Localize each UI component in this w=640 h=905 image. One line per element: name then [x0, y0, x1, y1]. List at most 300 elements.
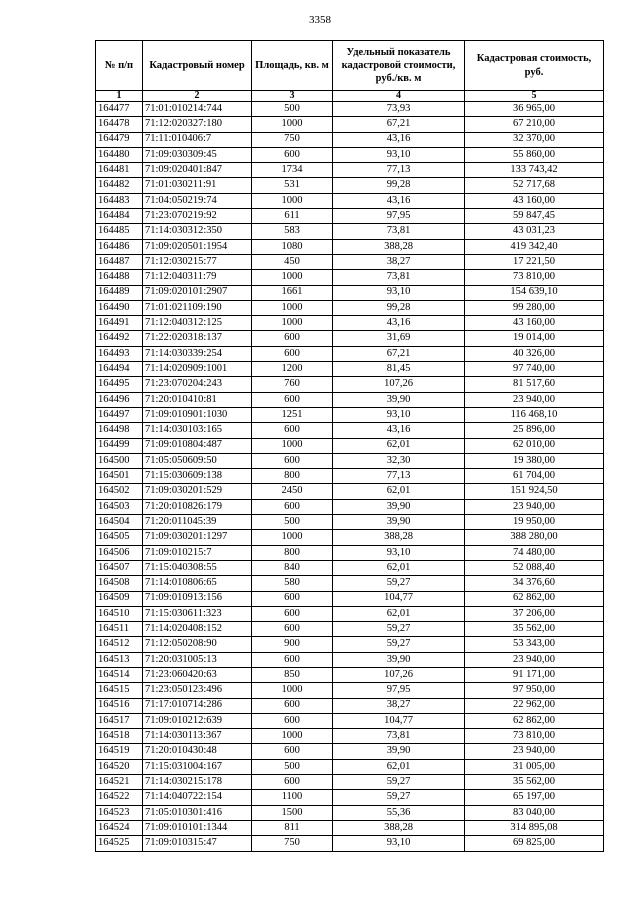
area-cell: 611 [252, 209, 333, 224]
cadastral-cost-cell: 19 950,00 [465, 515, 604, 530]
area-cell: 600 [252, 346, 333, 361]
cadastral-number-cell: 71:20:010430:48 [143, 744, 252, 759]
page-number: 3358 [309, 14, 331, 26]
specific-value-cell: 77,13 [333, 163, 465, 178]
row-number-cell: 164521 [96, 775, 143, 790]
specific-value-cell: 43,16 [333, 423, 465, 438]
specific-value-cell: 39,90 [333, 499, 465, 514]
specific-value-cell: 31,69 [333, 331, 465, 346]
specific-value-cell: 93,10 [333, 147, 465, 162]
table-row [96, 606, 604, 621]
area-cell: 531 [252, 178, 333, 193]
row-number-cell: 164520 [96, 759, 143, 774]
row-number-cell: 164483 [96, 193, 143, 208]
area-cell: 850 [252, 667, 333, 682]
cadastral-number-cell: 71:09:010215:7 [143, 545, 252, 560]
cadastral-number-cell: 71:09:010101:1344 [143, 820, 252, 835]
cadastral-number-cell: 71:20:031005:13 [143, 652, 252, 667]
row-number-cell: 164484 [96, 209, 143, 224]
table-row [96, 392, 604, 407]
cadastral-cost-cell: 419 342,40 [465, 239, 604, 254]
row-number-cell: 164507 [96, 560, 143, 575]
area-cell: 600 [252, 622, 333, 637]
cadastral-cost-cell: 43 031,23 [465, 224, 604, 239]
cadastral-cost-cell: 40 326,00 [465, 346, 604, 361]
cadastral-number-cell: 71:20:010410:81 [143, 392, 252, 407]
row-number-cell: 164509 [96, 591, 143, 606]
cadastral-cost-cell: 314 895,08 [465, 820, 604, 835]
cadastral-cost-cell: 31 005,00 [465, 759, 604, 774]
cadastral-cost-cell: 62 010,00 [465, 438, 604, 453]
specific-value-cell: 39,90 [333, 515, 465, 530]
cadastral-number-cell: 71:09:010315:47 [143, 836, 252, 851]
table-row [96, 438, 604, 453]
table-row [96, 163, 604, 178]
area-cell: 600 [252, 698, 333, 713]
cadastral-cost-cell: 25 896,00 [465, 423, 604, 438]
cadastral-cost-cell: 35 562,00 [465, 775, 604, 790]
cadastral-number-cell: 71:09:010804:487 [143, 438, 252, 453]
area-cell: 600 [252, 744, 333, 759]
table-row [96, 698, 604, 713]
table-row [96, 178, 604, 193]
cadastral-cost-cell: 97 950,00 [465, 683, 604, 698]
cadastral-number-cell: 71:12:030215:77 [143, 254, 252, 269]
cadastral-cost-cell: 61 704,00 [465, 469, 604, 484]
specific-value-cell: 38,27 [333, 254, 465, 269]
area-cell: 1661 [252, 285, 333, 300]
cadastral-number-cell: 71:23:060420:63 [143, 667, 252, 682]
cadastral-cost-cell: 133 743,42 [465, 163, 604, 178]
cadastral-number-cell: 71:14:030113:367 [143, 729, 252, 744]
table-row [96, 285, 604, 300]
cadastral-cost-cell: 52 717,68 [465, 178, 604, 193]
row-number-cell: 164496 [96, 392, 143, 407]
table-row [96, 713, 604, 728]
cadastral-cost-cell: 43 160,00 [465, 193, 604, 208]
row-number-cell: 164523 [96, 805, 143, 820]
area-cell: 600 [252, 775, 333, 790]
row-number-cell: 164495 [96, 377, 143, 392]
area-cell: 580 [252, 576, 333, 591]
cadastral-number-cell: 71:14:030215:178 [143, 775, 252, 790]
cadastral-number-cell: 71:01:010214:744 [143, 102, 252, 117]
cadastral-number-cell: 71:17:010714:286 [143, 698, 252, 713]
cadastral-cost-cell: 22 962,00 [465, 698, 604, 713]
table-row [96, 530, 604, 545]
area-cell: 1251 [252, 407, 333, 422]
column-index: 1 [96, 91, 143, 102]
specific-value-cell: 97,95 [333, 683, 465, 698]
cadastral-number-cell: 71:23:050123:496 [143, 683, 252, 698]
specific-value-cell: 67,21 [333, 117, 465, 132]
row-number-cell: 164491 [96, 316, 143, 331]
row-number-cell: 164481 [96, 163, 143, 178]
cadastral-number-cell: 71:20:011045:39 [143, 515, 252, 530]
row-number-cell: 164512 [96, 637, 143, 652]
cadastral-cost-cell: 34 376,60 [465, 576, 604, 591]
cadastral-cost-cell: 35 562,00 [465, 622, 604, 637]
cadastral-number-cell: 71:05:050609:50 [143, 453, 252, 468]
cadastral-cost-cell: 74 480,00 [465, 545, 604, 560]
specific-value-cell: 99,28 [333, 300, 465, 315]
area-cell: 1000 [252, 300, 333, 315]
specific-value-cell: 59,27 [333, 622, 465, 637]
row-number-cell: 164508 [96, 576, 143, 591]
cadastral-cost-cell: 36 965,00 [465, 102, 604, 117]
specific-value-cell: 59,27 [333, 775, 465, 790]
cadastral-cost-cell: 388 280,00 [465, 530, 604, 545]
cadastral-number-cell: 71:14:010806:65 [143, 576, 252, 591]
table-row [96, 224, 604, 239]
specific-value-cell: 39,90 [333, 652, 465, 667]
header-cadastral-cost: Кадастровая стоимость, руб. [465, 41, 604, 91]
specific-value-cell: 107,26 [333, 667, 465, 682]
row-number-cell: 164490 [96, 300, 143, 315]
specific-value-cell: 59,27 [333, 637, 465, 652]
table-row [96, 407, 604, 422]
row-number-cell: 164518 [96, 729, 143, 744]
table-row [96, 683, 604, 698]
area-cell: 500 [252, 102, 333, 117]
row-number-cell: 164480 [96, 147, 143, 162]
specific-value-cell: 93,10 [333, 285, 465, 300]
area-cell: 600 [252, 652, 333, 667]
area-cell: 811 [252, 820, 333, 835]
cadastral-number-cell: 71:09:020101:2907 [143, 285, 252, 300]
cadastral-number-cell: 71:09:030201:1297 [143, 530, 252, 545]
cadastral-number-cell: 71:14:030312:350 [143, 224, 252, 239]
table-body [96, 102, 604, 852]
table-row [96, 576, 604, 591]
table-row [96, 820, 604, 835]
cadastral-cost-cell: 19 014,00 [465, 331, 604, 346]
row-number-cell: 164510 [96, 606, 143, 621]
cadastral-number-cell: 71:09:020501:1954 [143, 239, 252, 254]
specific-value-cell: 62,01 [333, 484, 465, 499]
row-number-cell: 164500 [96, 453, 143, 468]
area-cell: 1100 [252, 790, 333, 805]
cadastral-cost-cell: 23 940,00 [465, 499, 604, 514]
specific-value-cell: 67,21 [333, 346, 465, 361]
specific-value-cell: 39,90 [333, 744, 465, 759]
specific-value-cell: 77,13 [333, 469, 465, 484]
cadastral-number-cell: 71:01:021109:190 [143, 300, 252, 315]
table-row [96, 729, 604, 744]
row-number-cell: 164489 [96, 285, 143, 300]
area-cell: 1000 [252, 530, 333, 545]
row-number-cell: 164522 [96, 790, 143, 805]
row-number-cell: 164499 [96, 438, 143, 453]
table-row [96, 346, 604, 361]
area-cell: 600 [252, 713, 333, 728]
row-number-cell: 164519 [96, 744, 143, 759]
row-number-cell: 164485 [96, 224, 143, 239]
area-cell: 750 [252, 836, 333, 851]
table-header-row [96, 41, 604, 91]
area-cell: 600 [252, 331, 333, 346]
row-number-cell: 164492 [96, 331, 143, 346]
specific-value-cell: 32,30 [333, 453, 465, 468]
cadastral-number-cell: 71:23:070219:92 [143, 209, 252, 224]
table-row [96, 254, 604, 269]
area-cell: 1734 [252, 163, 333, 178]
area-cell: 1000 [252, 316, 333, 331]
cadastral-number-cell: 71:15:031004:167 [143, 759, 252, 774]
cadastral-number-cell: 71:09:010913:156 [143, 591, 252, 606]
cadastral-cost-cell: 59 847,45 [465, 209, 604, 224]
cadastral-cost-cell: 65 197,00 [465, 790, 604, 805]
specific-value-cell: 55,36 [333, 805, 465, 820]
row-number-cell: 164506 [96, 545, 143, 560]
cadastral-number-cell: 71:20:010826:179 [143, 499, 252, 514]
cadastral-cost-cell: 32 370,00 [465, 132, 604, 147]
specific-value-cell: 62,01 [333, 438, 465, 453]
area-cell: 450 [252, 254, 333, 269]
row-number-cell: 164482 [96, 178, 143, 193]
cadastral-cost-cell: 151 924,50 [465, 484, 604, 499]
specific-value-cell: 73,81 [333, 729, 465, 744]
table-row [96, 759, 604, 774]
specific-value-cell: 388,28 [333, 530, 465, 545]
row-number-cell: 164501 [96, 469, 143, 484]
cadastral-cost-cell: 91 171,00 [465, 667, 604, 682]
specific-value-cell: 62,01 [333, 560, 465, 575]
area-cell: 1080 [252, 239, 333, 254]
cadastral-number-cell: 71:12:040311:79 [143, 270, 252, 285]
area-cell: 750 [252, 132, 333, 147]
cadastral-number-cell: 71:12:020327:180 [143, 117, 252, 132]
specific-value-cell: 104,77 [333, 591, 465, 606]
cadastral-cost-cell: 83 040,00 [465, 805, 604, 820]
area-cell: 900 [252, 637, 333, 652]
table-row [96, 132, 604, 147]
row-number-cell: 164493 [96, 346, 143, 361]
table-row [96, 560, 604, 575]
header-area: Площадь, кв. м [252, 41, 333, 91]
cadastral-cost-cell: 43 160,00 [465, 316, 604, 331]
area-cell: 1000 [252, 729, 333, 744]
cadastral-cost-cell: 67 210,00 [465, 117, 604, 132]
row-number-cell: 164478 [96, 117, 143, 132]
column-index: 5 [465, 91, 604, 102]
row-number-cell: 164517 [96, 713, 143, 728]
table-row [96, 300, 604, 315]
specific-value-cell: 388,28 [333, 239, 465, 254]
area-cell: 1000 [252, 117, 333, 132]
cadastral-number-cell: 71:15:040308:55 [143, 560, 252, 575]
cadastral-number-cell: 71:09:020401:847 [143, 163, 252, 178]
cadastral-cost-cell: 23 940,00 [465, 744, 604, 759]
cadastral-cost-cell: 97 740,00 [465, 362, 604, 377]
specific-value-cell: 73,81 [333, 224, 465, 239]
area-cell: 500 [252, 515, 333, 530]
row-number-cell: 164514 [96, 667, 143, 682]
row-number-cell: 164486 [96, 239, 143, 254]
specific-value-cell: 43,16 [333, 193, 465, 208]
cadastral-cost-cell: 53 343,00 [465, 637, 604, 652]
specific-value-cell: 43,16 [333, 316, 465, 331]
specific-value-cell: 43,16 [333, 132, 465, 147]
area-cell: 800 [252, 545, 333, 560]
table-row [96, 193, 604, 208]
cadastral-number-cell: 71:12:040312:125 [143, 316, 252, 331]
cadastral-number-cell: 71:09:010901:1030 [143, 407, 252, 422]
table-row [96, 147, 604, 162]
cadastral-number-cell: 71:01:030211:91 [143, 178, 252, 193]
area-cell: 600 [252, 147, 333, 162]
row-number-cell: 164515 [96, 683, 143, 698]
specific-value-cell: 93,10 [333, 407, 465, 422]
table-row [96, 469, 604, 484]
cadastral-number-cell: 71:15:030609:138 [143, 469, 252, 484]
specific-value-cell: 38,27 [333, 698, 465, 713]
cadastral-number-cell: 71:05:010301:416 [143, 805, 252, 820]
specific-value-cell: 93,10 [333, 836, 465, 851]
table-row [96, 744, 604, 759]
cadastral-number-cell: 71:23:070204:243 [143, 377, 252, 392]
specific-value-cell: 107,26 [333, 377, 465, 392]
row-number-cell: 164477 [96, 102, 143, 117]
table-row [96, 652, 604, 667]
cadastral-cost-cell: 52 088,40 [465, 560, 604, 575]
area-cell: 1500 [252, 805, 333, 820]
specific-value-cell: 59,27 [333, 576, 465, 591]
area-cell: 600 [252, 423, 333, 438]
table-row [96, 362, 604, 377]
area-cell: 1000 [252, 270, 333, 285]
cadastral-number-cell: 71:14:030339:254 [143, 346, 252, 361]
specific-value-cell: 388,28 [333, 820, 465, 835]
area-cell: 500 [252, 759, 333, 774]
row-number-cell: 164498 [96, 423, 143, 438]
table-row [96, 499, 604, 514]
cadastral-number-cell: 71:15:030611:323 [143, 606, 252, 621]
cadastral-number-cell: 71:09:030309:45 [143, 147, 252, 162]
specific-value-cell: 104,77 [333, 713, 465, 728]
area-cell: 760 [252, 377, 333, 392]
cadastral-number-cell: 71:04:050219:74 [143, 193, 252, 208]
table-row [96, 331, 604, 346]
area-cell: 583 [252, 224, 333, 239]
area-cell: 600 [252, 606, 333, 621]
table-row [96, 805, 604, 820]
row-number-cell: 164516 [96, 698, 143, 713]
cadastral-value-table [95, 40, 604, 852]
specific-value-cell: 59,27 [333, 790, 465, 805]
table-row [96, 484, 604, 499]
table-row [96, 591, 604, 606]
table-row [96, 667, 604, 682]
area-cell: 1000 [252, 683, 333, 698]
table-row [96, 637, 604, 652]
row-number-cell: 164494 [96, 362, 143, 377]
cadastral-cost-cell: 55 860,00 [465, 147, 604, 162]
row-number-cell: 164497 [96, 407, 143, 422]
area-cell: 600 [252, 453, 333, 468]
header-specific-value: Удельный показатель кадастровой стоимости, руб./кв. м [333, 41, 465, 91]
cadastral-cost-cell: 62 862,00 [465, 713, 604, 728]
table-row [96, 377, 604, 392]
cadastral-number-cell: 71:14:040722:154 [143, 790, 252, 805]
table-row [96, 316, 604, 331]
row-number-cell: 164502 [96, 484, 143, 499]
table-row [96, 790, 604, 805]
table-row [96, 209, 604, 224]
row-number-cell: 164525 [96, 836, 143, 851]
specific-value-cell: 81,45 [333, 362, 465, 377]
table-row [96, 423, 604, 438]
area-cell: 1200 [252, 362, 333, 377]
table-row [96, 545, 604, 560]
cadastral-cost-cell: 23 940,00 [465, 652, 604, 667]
cadastral-number-cell: 71:11:010406:7 [143, 132, 252, 147]
specific-value-cell: 62,01 [333, 606, 465, 621]
cadastral-number-cell: 71:09:030201:529 [143, 484, 252, 499]
cadastral-cost-cell: 73 810,00 [465, 729, 604, 744]
cadastral-number-cell: 71:14:020408:152 [143, 622, 252, 637]
cadastral-cost-cell: 116 468,10 [465, 407, 604, 422]
area-cell: 840 [252, 560, 333, 575]
cadastral-cost-cell: 62 862,00 [465, 591, 604, 606]
cadastral-number-cell: 71:14:030103:165 [143, 423, 252, 438]
table-row [96, 453, 604, 468]
area-cell: 2450 [252, 484, 333, 499]
area-cell: 1000 [252, 438, 333, 453]
table-row [96, 117, 604, 132]
row-number-cell: 164488 [96, 270, 143, 285]
column-index: 3 [252, 91, 333, 102]
column-index: 4 [333, 91, 465, 102]
cadastral-cost-cell: 37 206,00 [465, 606, 604, 621]
cadastral-cost-cell: 154 639,10 [465, 285, 604, 300]
specific-value-cell: 39,90 [333, 392, 465, 407]
row-number-cell: 164505 [96, 530, 143, 545]
table-row [96, 836, 604, 851]
specific-value-cell: 73,93 [333, 102, 465, 117]
table-row [96, 775, 604, 790]
cadastral-number-cell: 71:22:020318:137 [143, 331, 252, 346]
area-cell: 600 [252, 392, 333, 407]
cadastral-cost-cell: 23 940,00 [465, 392, 604, 407]
row-number-cell: 164513 [96, 652, 143, 667]
row-number-cell: 164511 [96, 622, 143, 637]
cadastral-cost-cell: 17 221,50 [465, 254, 604, 269]
table-column-index-row [96, 91, 604, 102]
header-cadastral-number: Кадастровый номер [143, 41, 252, 91]
table-row [96, 102, 604, 117]
cadastral-cost-cell: 99 280,00 [465, 300, 604, 315]
area-cell: 800 [252, 469, 333, 484]
table-row [96, 622, 604, 637]
cadastral-number-cell: 71:14:020909:1001 [143, 362, 252, 377]
row-number-cell: 164479 [96, 132, 143, 147]
table-row [96, 239, 604, 254]
table-row [96, 270, 604, 285]
area-cell: 600 [252, 591, 333, 606]
table-row [96, 515, 604, 530]
row-number-cell: 164524 [96, 820, 143, 835]
cadastral-number-cell: 71:12:050208:90 [143, 637, 252, 652]
row-number-cell: 164504 [96, 515, 143, 530]
specific-value-cell: 93,10 [333, 545, 465, 560]
cadastral-cost-cell: 73 810,00 [465, 270, 604, 285]
area-cell: 1000 [252, 193, 333, 208]
cadastral-number-cell: 71:09:010212:639 [143, 713, 252, 728]
specific-value-cell: 99,28 [333, 178, 465, 193]
cadastral-cost-cell: 69 825,00 [465, 836, 604, 851]
specific-value-cell: 62,01 [333, 759, 465, 774]
